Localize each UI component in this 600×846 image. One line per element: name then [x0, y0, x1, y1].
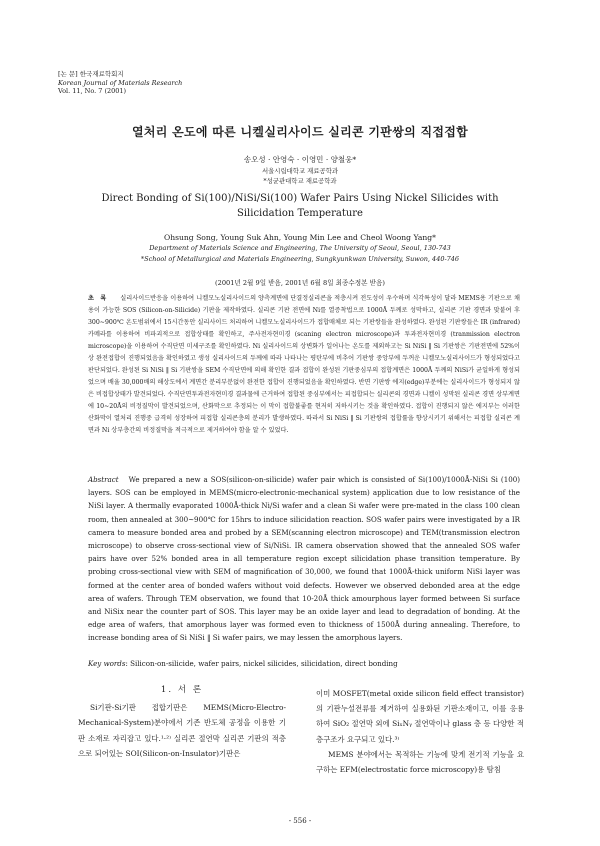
keywords-text: : Silicon-on-silicide, wafer pairs, nickel silicides, silicidation, direct bonding [125, 659, 398, 668]
body-paragraph-left: Si기판-Si기판 접합기판은 MEMS(Micro-Electro-Mechanical-System)분야에서 기존 반도체 공정을 이용한 기판 소재로 자리잡고 있다.¹·²⁾ 실리콘 절연막 실리콘 기판의 적층으로 되어있는 SOI(Silicon-on-Insulator)기판은 [78, 703, 286, 758]
abstract-english [88, 473, 520, 645]
authors-english: Ohsung Song, Young Suk Ahn, Young Min Lee and Cheol Woong Yang* [164, 233, 436, 242]
title-english-line-1: Direct Bonding of Si(100)/NiSi/Si(100) Wafer Pairs Using Nickel Silicides with [101, 193, 499, 204]
abstract-korean-label: 초 록 [88, 295, 109, 302]
affiliation-korean-2: *성균관대학교 재료공학과 [263, 177, 337, 185]
title-english-line-2: Silicidation Temperature [237, 208, 363, 219]
abstract-korean-text: 실리사이드반응을 이용하여 니켈모노실리사이드의 양측계면에 단결정실리콘을 적층시켜 전도성이 우수하며 식각특성이 달라 MEMS용 기판으로 채용이 가능한 SOS (Silicon-on-Silicide) 기판을 제작하였다. 실리콘 기판 전면에 Ni를 열증착법으로 1000Å 두께로 성막하고, 실리콘 기판 경면과 맞붙여 후 300~900℃ 온도범위에서 15시간동안 실리사이드 처리하여 니켈모노실리사이드가 접합매체로 되는 기판쌍들을 완성하였다. 완성된 기판쌍들은 IR (infrared) 카메라를 이용하여 비파괴적으로 접합상태를 확인하고, 주사전자현미경 (scaning electron microscope)과 투과전자현미경 (tranmission electron microscope)을 이용하여 수직단면 미세구조를 확인하였다. Ni 실리사이드의 상변화가 일어나는 온도를 제외하고는 Si NiSi ‖ Si 기판쌍은 기판전면에 52%이상 완전접합이 진행되었음을 확인하였고 생성 실리사이드의 두께에 따라 나타나는 평탄부에 비추어 기판쌍 중앙부에 두꺼운 니켈모노실리사이드가 형성되었다고 판단되었다. 완성된 Si NiSi ‖ Si 기판쌍을 SEM 수직단면에 의해 확인한 결과 접합이 완성된 기판중심부의 접합계면은 1000Å 두께의 NiSi가 균일하게 형성되었으며 배율 30,000배의 해상도에서 계면간 분리부분없이 완전한 접합이 진행되었음을 확인하였다. 반면 기판쌍 에지(edge)부분에는 실리사이드가 형성되지 않은 비접합상태가 발견되었다. 수직단면투과전자현미경 결과물에 근거하여 접합된 중심부에서는 피접합되는 실리콘의 경면과 니켈이 성막된 실리콘 경면 상부계면에 10~20Å의 비정질막이 발견되었으며, 산화막으로 추정되는 이 막이 접합불좋를 현저히 저하시키는 것을 확인하였다. 접합이 진행되지 않은 에지부는 이러한 산화막이 열처리 진행중 급격히 성장하여 피접합 실리콘층의 분리가 발생하였다. 따라서 Si NiSi ‖ Si 기판쌍의 접합률을 향상시키기 위해서는 피접합 실리콘 계면과 Ni 상부층간의 비정질막을 적극적으로 제거하여야 함을 알 수 있었다. [88, 295, 520, 434]
body-column-right [316, 686, 524, 777]
title-english [0, 191, 600, 221]
affiliation-korean-1: 서울시립대학교 재료공학과 [261, 167, 339, 175]
keywords-label: Key words [88, 659, 126, 668]
journal-volume: Vol. 11, No. 7 (2001) [58, 87, 127, 95]
section-heading-introduction: 1. 서 론 [160, 685, 204, 695]
body-paragraph-right-2: MEMS 분야에서는 목적하는 기능에 맞게 전기적 기능을 요구하는 EFM(electrostatic force microscopy)용 탐침 [316, 749, 524, 775]
affiliation-english-1: Department of Materials Science and Engineering, The University of Seoul, Seoul, 130-743 [149, 244, 451, 252]
body-paragraph-right-1: 이미 MOSFET(metal oxide silicon field effect transistor)의 기판누설전류를 제거하여 실용화된 기판소재이고, 이를 응용하여 SiO₂ 절연막 외에 SiₓNᵧ 절연막이나 glass 층 등 다양한 적층구조가 요구되고 있다.³⁾ [316, 689, 524, 744]
journal-name-ko: [논 문] 한국재료학회지 [58, 70, 124, 78]
title-korean: 열처리 온도에 따른 니켈실리사이드 실리콘 기판쌍의 직접접합 [131, 125, 469, 139]
body-column-left [78, 683, 286, 761]
authors-korean: 송오성 · 안영숙 · 이영민 · 양철웅* [243, 155, 357, 164]
abstract-korean [88, 293, 520, 437]
abstract-english-label: Abstract [88, 475, 119, 484]
affiliation-english-2: *School of Metallurgical and Materials Engineering, Sungkyunkwan University, Suwon, 440-746 [140, 255, 460, 263]
journal-header [58, 70, 182, 96]
journal-name-en: Korean Journal of Materials Research [58, 78, 183, 87]
abstract-english-text: We prepared a new a SOS(silicon-on-silicide) wafer pair which is consisted of Si(100)/1000Å-NiSi Si (100) layers. SOS can be employed in MEMS(micro-electronic-mechanical system) application due to low resistance of the NiSi layer. A thermally evaporated 1000Å-thick Ni/Si wafer and a clean Si wafer were pre-mated in the class 100 clean room, then annealed at 300~900℃ for 15hrs to induce silicidation reaction. SOS wafer pairs were investigated by a IR camera to measure bonded area and probed by a SEM(scanning electron microscope) and TEM(transmission electron microscope) to observe cross-sectional view of Si/NiSi. IR camera observation showed that the annealed SOS wafer pairs have over 52% bonded area in all temperature region except silicidation phase transition temperature. By probing cross-sectional view with SEM of magnification of 30,000, we found that 1000Å-thick uniform NiSi layer was formed at the center area of bonded wafers without void defects. However we observed debonded area at the edge area of wafers. Through TEM observation, we found that 10-20Å thick amourphous layer formed between Si surface and NiSix near the counter part of SOS. This layer may be an oxide layer and lead to degradation of bonding. At the edge area of wafers, that amorphous layer was formed even to thickness of 1500Å during annealing. Therefore, to increase bonding area of Si NiSi ‖ Si wafer pairs, we may lessen the amorphous layers. [88, 475, 520, 643]
keywords [88, 659, 520, 668]
page-number: - 556 - [288, 817, 312, 825]
received-dates: (2001년 2월 9일 받음, 2001년 6월 8일 최종수정본 받음) [215, 279, 385, 287]
